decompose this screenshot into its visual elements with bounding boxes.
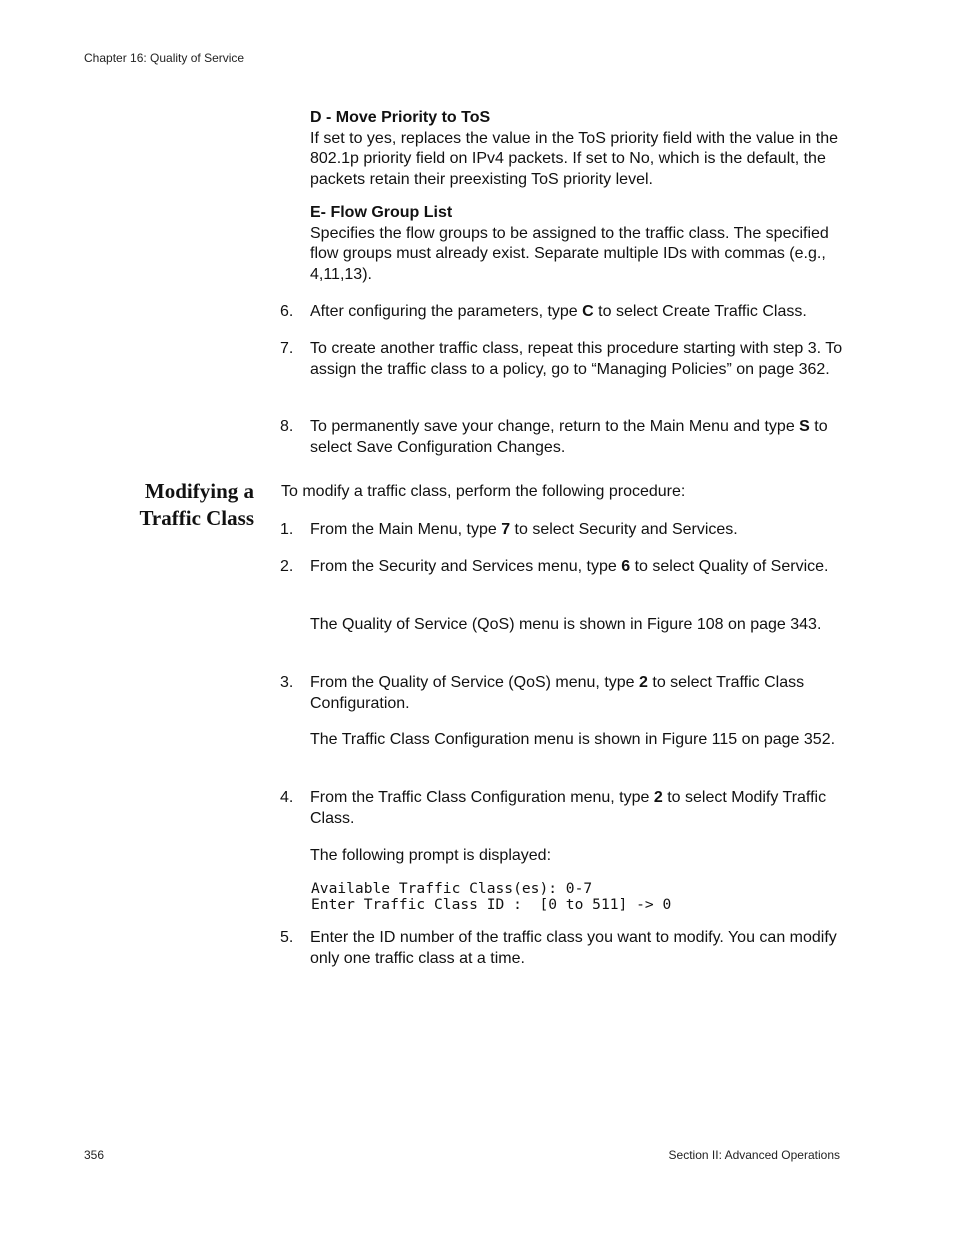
- step-number: 2.: [280, 558, 294, 575]
- step-text: To permanently save your change, return to the Main Menu and type: [310, 418, 800, 435]
- step-text: to select Create Traffic Class.: [593, 303, 807, 320]
- step-number: 6.: [280, 303, 294, 320]
- step-number: 1.: [280, 521, 294, 538]
- option-e-title: E- Flow Group List: [310, 204, 453, 221]
- step-number: 5.: [280, 929, 294, 946]
- step-text: From the Quality of Service (QoS) menu, type: [310, 674, 640, 691]
- step-key: S: [799, 418, 810, 435]
- modify-intro: To modify a traffic class, perform the following procedure:: [281, 483, 686, 500]
- step-text: From the Main Menu, type: [310, 521, 502, 538]
- section-heading-line1: Modifying a: [144, 479, 254, 503]
- step-number: 8.: [280, 418, 294, 435]
- step-text: to select Quality of Service.: [630, 558, 829, 575]
- step-text: to select Save Configuration Changes.: [310, 418, 828, 456]
- section-heading: [90, 478, 254, 532]
- page-number: 356: [84, 1148, 105, 1162]
- option-d-block: [310, 108, 850, 190]
- step-number: 3.: [280, 674, 294, 691]
- step-text: After configuring the parameters, type: [310, 303, 583, 320]
- chapter-header: Chapter 16: Quality of Service: [84, 51, 245, 65]
- option-e-block: [310, 203, 850, 285]
- option-d-title: D - Move Priority to ToS: [310, 109, 491, 126]
- step-text: From the Security and Services menu, type: [310, 558, 622, 575]
- step-number: 7.: [280, 340, 294, 357]
- prompt-line-2: Enter Traffic Class ID : [0 to 511] -> 0: [311, 896, 672, 913]
- step-text: Enter the ID number of the traffic class you want to modify. You can modify only one traffic class at a time.: [310, 929, 837, 967]
- step-text: to select Traffic Class Configuration.: [310, 674, 805, 712]
- step-text: To create another traffic class, repeat this procedure starting with step 3. To assign the traffic class to a policy, go to “Managing Policies” on page 362.: [310, 340, 843, 378]
- section-footer: Section II: Advanced Operations: [668, 1148, 840, 1162]
- note-step-3: The Traffic Class Configuration menu is shown in Figure 115 on page 352.: [310, 731, 836, 748]
- note-step-2: The Quality of Service (QoS) menu is shown in Figure 108 on page 343.: [310, 616, 822, 633]
- step-key: C: [582, 303, 594, 320]
- note-step-4: The following prompt is displayed:: [310, 847, 552, 864]
- step-key: 6: [621, 558, 631, 575]
- step-key: 7: [501, 521, 511, 538]
- step-text: to select Modify Traffic Class.: [310, 789, 827, 827]
- option-e-text: Specifies the flow groups to be assigned to the traffic class. The specified flow groups must already exist. Separate multiple IDs with commas (e.g., 4,11,13).: [310, 224, 829, 283]
- section-heading-line2: Traffic Class: [139, 506, 254, 530]
- step-key: 2: [653, 789, 663, 806]
- step-text: to select Security and Services.: [510, 521, 738, 538]
- prompt-line-1: Available Traffic Class(es): 0-7: [311, 880, 593, 897]
- option-d-text: If set to yes, replaces the value in the ToS priority field with the value in the 802.1p priority field on IPv4 packets. If set to No, which is the default, the packets retain their preexisting ToS priority level.: [310, 129, 838, 188]
- step-key: 2: [639, 674, 648, 691]
- step-number: 4.: [280, 789, 294, 806]
- step-text: From the Traffic Class Configuration menu, type: [310, 789, 654, 806]
